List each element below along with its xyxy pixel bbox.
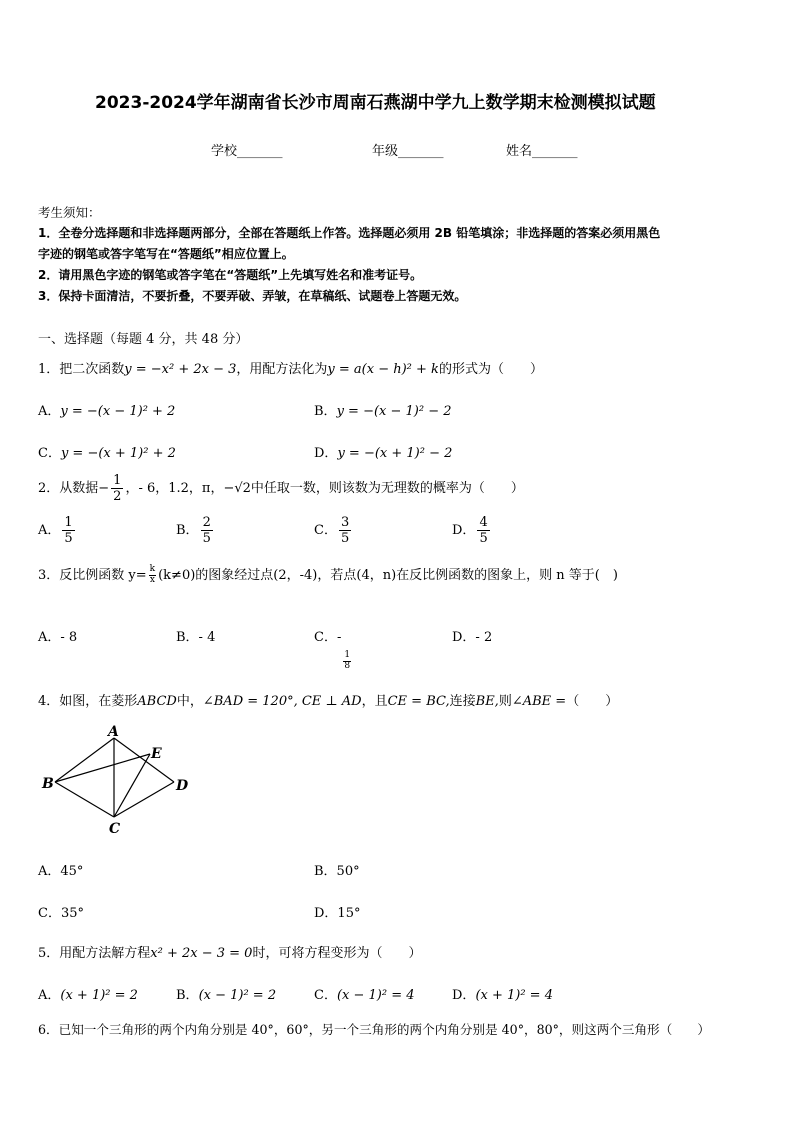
label-e: E xyxy=(151,746,162,762)
q4-option-b: B．50° xyxy=(314,864,360,879)
section-heading: 一、选择题（每题 4 分，共 48 分） xyxy=(38,332,249,347)
q2-option-a: A． $\frac{1}{5}$ xyxy=(38,515,73,546)
page-title: 2023-2024学年湖南省长沙市周南石燕湖中学九上数学期末检测模拟试题 xyxy=(95,93,656,113)
q1-option-a: A．y = −(x − 1)² + 2 xyxy=(38,404,176,419)
question-6: 6．已知一个三角形的两个内角分别是 40°，60°，另一个三角形的两个内角分别是 40°，80°，则这两个三角形（ ） xyxy=(38,1022,711,1037)
q3-option-c: C．- $\frac{1}{8}$ xyxy=(314,630,351,671)
q1-option-d: D．y = −(x + 1)² − 2 xyxy=(314,446,453,461)
question-1 xyxy=(38,358,543,377)
q1-vertex-form: y = a(x − h)² + k xyxy=(327,362,439,377)
q1-function: y = −x² + 2x − 3 xyxy=(124,362,237,377)
q3-option-a: A．- 8 xyxy=(38,630,78,645)
notice-item-2: 2．请用黑色字迹的钢笔或答字笔在“答题纸”上先填写姓名和准考证号。 xyxy=(38,268,423,282)
notice-item-1: 1．全卷分选择题和非选择题两部分，全部在答题纸上作答。选择题必须用 2B 铅笔填涂；非选择题的答案必须用黑色 xyxy=(38,226,661,240)
q1-option-c: C．y = −(x + 1)² + 2 xyxy=(38,446,176,461)
q2-sqrt: −√2 xyxy=(223,481,251,496)
notice-item-3: 3．保持卡面清洁，不要折叠，不要弄破、弄皱，在草稿纸、试题卷上答题无效。 xyxy=(38,289,467,303)
question-4: 4．如图，在菱形ABCD中，∠BAD = 120°, CE ⊥ AD，且CE = BC,连接BE,则∠ABE =（ ） xyxy=(38,694,619,709)
q2-option-d: D． $\frac{4}{5}$ xyxy=(452,515,488,546)
q1-prefix: 1．把二次函数 xyxy=(38,362,125,377)
edge-da xyxy=(114,738,174,782)
q5-option-c: C．(x − 1)² = 4 xyxy=(314,988,415,1003)
notice-item-1-cont: 字迹的钢笔或答字笔写在“答题纸”相应位置上。 xyxy=(38,247,294,261)
question-5: 5．用配方法解方程x² + 2x − 3 = 0时，可将方程变形为（ ） xyxy=(38,946,422,961)
q5-option-d: D．(x + 1)² = 4 xyxy=(452,988,553,1003)
q4-option-a: A．45° xyxy=(38,864,84,879)
edge-cd xyxy=(114,782,174,817)
q1-suffix: 的形式为（ ） xyxy=(438,362,543,377)
label-c: C xyxy=(109,821,121,837)
name-field: 姓名_______ xyxy=(506,144,578,159)
q5-option-a: A．(x + 1)² = 2 xyxy=(38,988,138,1003)
q4-option-c: C．35° xyxy=(38,906,84,921)
q1-mid: ，用配方法化为 xyxy=(236,362,328,377)
q3-fraction: $\frac{k}{x}$ xyxy=(149,564,156,585)
q2-fraction: $\frac{1}{2}$ xyxy=(113,473,122,504)
edge-bc xyxy=(55,782,114,817)
school-field: 学校_______ xyxy=(211,144,283,159)
q3-option-b: B．- 4 xyxy=(176,630,216,645)
q2-option-b: B． $\frac{2}{5}$ xyxy=(176,515,211,546)
label-d: D xyxy=(176,778,189,794)
q1-option-b: B．y = −(x − 1)² − 2 xyxy=(314,404,452,419)
q2-option-c: C． $\frac{3}{5}$ xyxy=(314,515,350,546)
q5-option-b: B．(x − 1)² = 2 xyxy=(176,988,277,1003)
label-b: B xyxy=(42,776,54,792)
q4-option-d: D．15° xyxy=(314,906,361,921)
question-2: 2．从数据− $\frac{1}{2}$ ，- 6，1.2，π，−√2中任取一数，则该数为无理数的概率为（ ） xyxy=(38,473,524,504)
notice-heading: 考生须知： xyxy=(38,205,101,220)
label-a: A xyxy=(108,724,119,740)
grade-field: 年级_______ xyxy=(372,144,444,159)
question-3: 3．反比例函数 y= $\frac{k}{x}$ (k≠0)的图象经过点(2，-4)，若点(4，n)在反比例函数的图象上，则 n 等于( ) xyxy=(38,564,618,585)
edge-ab xyxy=(55,738,114,782)
q3-option-d: D．- 2 xyxy=(452,630,493,645)
rhombus-figure xyxy=(38,722,198,840)
